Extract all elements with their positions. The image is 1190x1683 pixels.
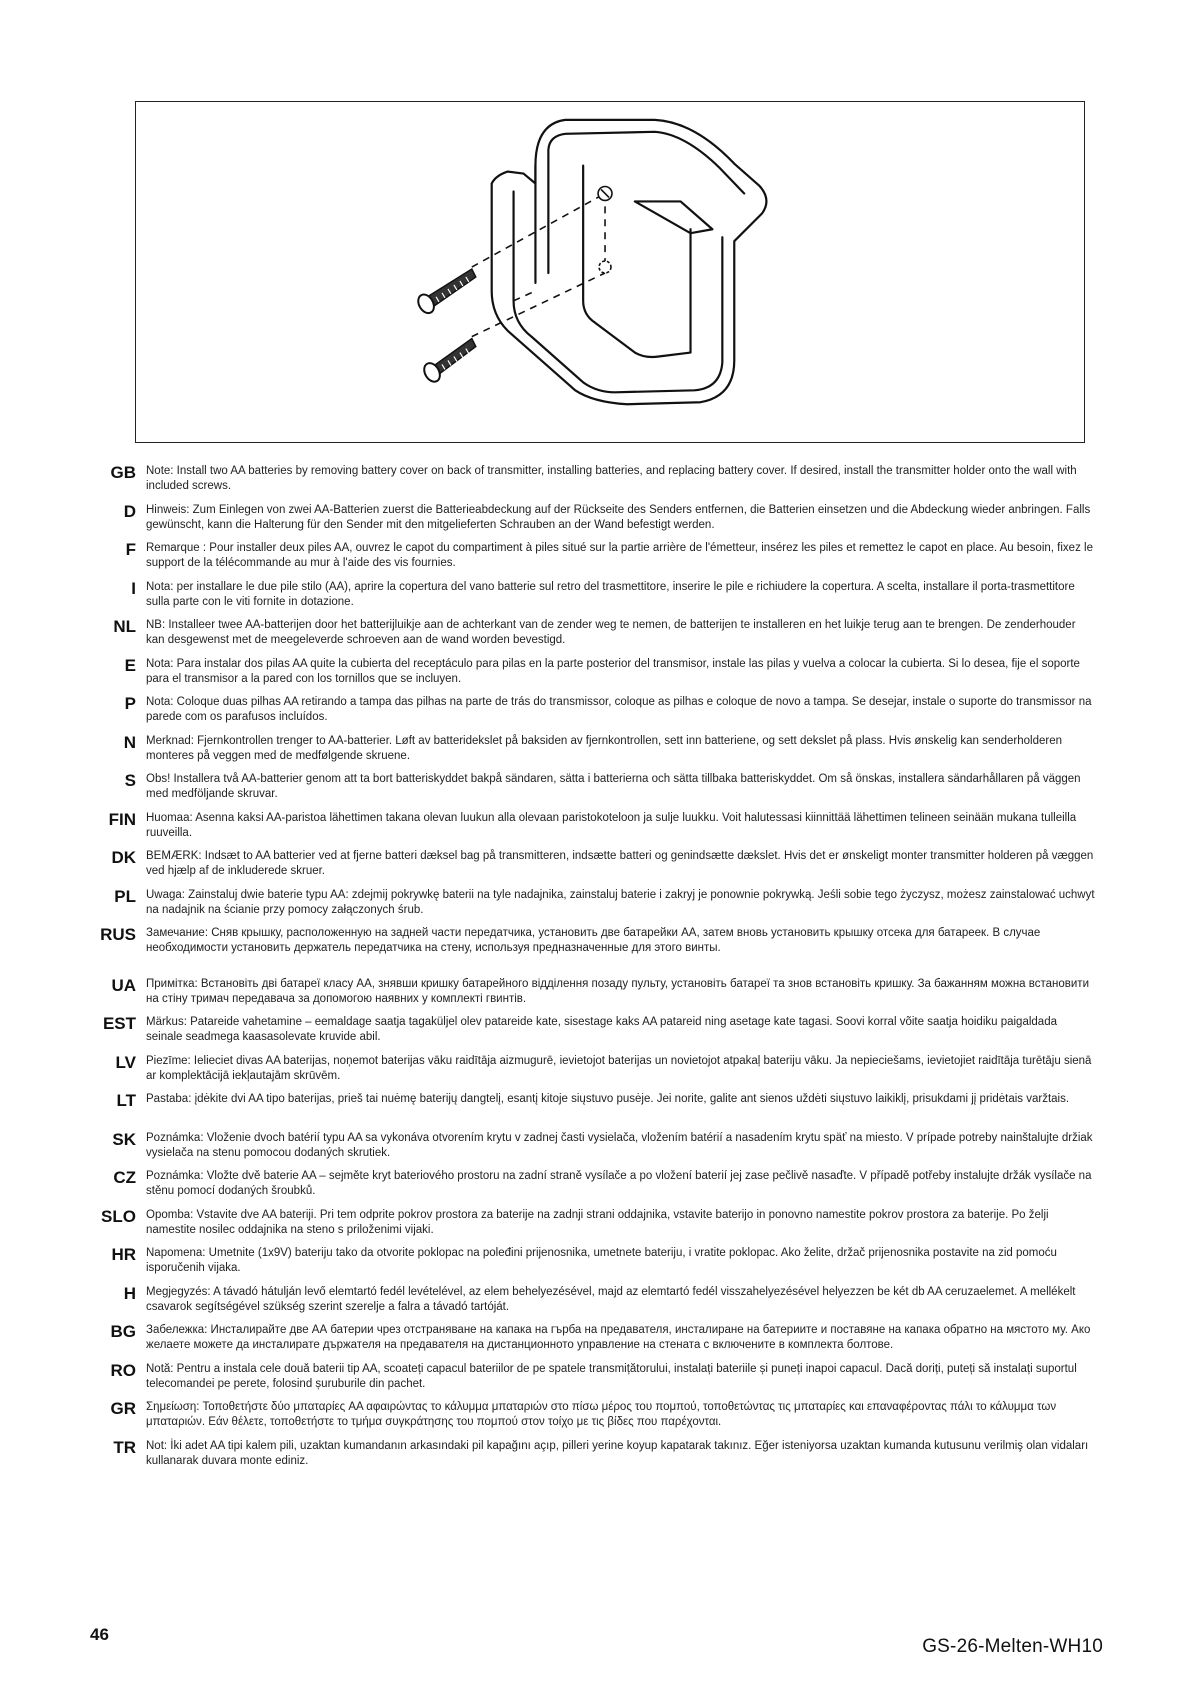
wall-mount-bracket-illustration [136,102,1084,442]
language-code: BG [110,1322,136,1341]
instruction-text: Note: Install two AA batteries by removing battery cover on back of transmitter, installing batteries, and replacing battery cover. If desired, install the transmitter holder onto the wall with included screws. [146,465,1077,492]
instruction-text: Uwaga: Zainstaluj dwie baterie typu AA: zdejmij pokrywkę baterii na tyle nadajnika, zainstaluj baterie i zakryj je ponownie pokrywką. Jeśli sobie tego życzysz, możesz zainstalować uchwyt na nadajnik na ścianie przy pomocy załączonych śrub. [146,888,1095,916]
instruction-slo [90,1207,1100,1246]
language-code: P [124,694,136,713]
instruction-d [90,502,1100,541]
instruction-text: Opomba: Vstavite dve AA bateriji. Pri tem odprite pokrov prostora za baterije na zadnji strani oddajnika, vstavite baterijo in ponovno namestite pokrov prostora za baterije. Po želji namestite nosilec oddajnika na steno s priloženimi vijaki. [146,1208,1049,1236]
language-code: F [125,540,136,559]
language-code: RUS [100,925,136,944]
instruction-s [90,771,1100,810]
instruction-f [90,540,1100,579]
instruction-h [90,1284,1100,1323]
instruction-n [90,733,1100,772]
page-number: 46 [90,1625,109,1644]
instruction-text: Märkus: Patareide vahetamine – eemaldage saatja tagaküljel olev patareide kate, sisestage kaks AA patareid ning asetage kate tagasi. Soovi korral võite saatja hoidiku paigaldada seinale seadmega kaasasolevate kruvide abil. [146,1016,1057,1043]
language-code: H [123,1283,136,1303]
instruction-lt [90,1091,1100,1130]
language-code: I [131,578,136,598]
instruction-hr [90,1245,1100,1284]
language-code: PL [114,886,136,906]
language-code: HR [111,1245,136,1264]
bracket-inner-wall [535,132,744,283]
instruction-tr [90,1438,1100,1477]
instruction-text: Hinweis: Zum Einlegen von zwei AA-Batterien zuerst die Batterieabdeckung auf der Rückseite des Senders entfernen, die Batterien einsetzen und die Abdeckung wieder anbringen. Falls gewünscht, kann die Halterung für den Sender mit den mitgelieferten Schrauben an der Wand befestigt werden. [146,503,1091,531]
instruction-text: Notă: Pentru a instala cele două baterii tip AA, scoateți capacul bateriilor de pe spatele transmițătorului, instalați bateriile și puneți inapoi capacul. Dacă doriți, puteți să instalați suportul telecomandei pe perete, folosind șuruburile din pachet. [146,1362,1077,1390]
instruction-text: Σημείωση: Τοποθετήστε δύο μπαταρίες AA αφαιρώντας το κάλυμμα μπαταριών στο πίσω μέρος του πομπού, τοποθετώντας τις μπαταρίες και επαναφέροντας πάλι το κάλυμμα των μπαταριών. Εάν θέλετε, τοποθετήστε το τμήμα συγκράτησης του πομπού στον τοίχο με τις βίδες που παρέχονται. [146,1401,1057,1428]
language-code: SK [112,1129,136,1149]
instruction-gb [90,463,1100,502]
language-code: GB [110,463,136,482]
instruction-text: Nota: Coloque duas pilhas AA retirando a tampa das pilhas na parte de trás do transmissor, coloque as pilhas e coloque de novo a tampa. Se desejar, instale o suporte do transmissor na parede com os parafusos incluídos. [146,696,1092,723]
instruction-text: NB: Installeer twee AA-batterijen door het batterijluikje aan de achterkant van de zender weg te nemen, de batterijen te installeren en het luikje terug aan te brengen. De zenderhouder kan desgewenst met de meegeleverde schroeven aan de wand worden bevestigd. [146,619,1076,646]
instruction-text: Not: İki adet AA tipi kalem pili, uzaktan kumandanın arkasındaki pil kapağını açıp, pilleri yerine koyup kapatarak takınız. Eğer isteniyorsa uzaktan kumanda kutusunu verilmiş olan vidaları kullanarak duvara monte ediniz. [146,1439,1089,1467]
upper-screw [415,269,476,316]
language-code: DK [111,848,136,867]
instruction-text: Забележка: Инсталирайте две АА батерии чрез отстраняване на капака на гърба на предавателя, инсталиране на батериите и поставяне на капака обратно на мястото му. Ако желаете можете да инсталирате държателя на предавателя на дистанционното управление на стената с включените в комплекта болтове. [146,1324,1091,1351]
language-code: D [123,501,136,521]
instruction-est [90,1014,1100,1053]
instruction-gr [90,1399,1100,1438]
instruction-ua [90,976,1100,1015]
instruction-pl [90,887,1100,926]
instruction-text: Piezīme: Ielieciet divas AA baterijas, noņemot baterijas vāku raidītāja aizmugurē, ievietojot baterijas un novietojot atpakaļ bateriju vāku. Ja nepieciešams, ievietojiet raidītāja turētāju sienā ar komplektācijā iekļautajām skrūvēm. [146,1054,1092,1082]
instruction-text: Nota: per installare le due pile stilo (AA), aprire la copertura del vano batterie sul retro del trasmettitore, inserire le pile e richiudere la copertura. A scelta, installare il porta-trasmettitore sulla parte con le viti fornite in dotazione. [146,580,1075,608]
language-code: UA [111,975,136,995]
instruction-text: Pastaba: įdėkite dvi AA tipo baterijas, prieš tai nuėmę baterijų dangtelį, esantį kitoje siųstuvo pusėje. Jei norite, galite ant sienos uždėti siųstuvo laikiklį, prisukdami jį pridėtais varžtais. [146,1093,1070,1105]
language-code: GR [110,1399,136,1418]
instruction-fin [90,810,1100,849]
language-code: SLO [101,1206,136,1226]
instruction-sk [90,1130,1100,1169]
language-code: EST [102,1014,136,1033]
language-code: S [124,771,136,790]
instruction-text: Megjegyzés: A távadó hátulján levő elemtartó fedél levételével, az elem behelyezésével, majd az elemtartó fedél visszahelyezésével helyezzen be két db AA ceruzaelemet. A mellékelt csavarok segítségével szükség szerint szerelje a falra a távadó tartóját. [146,1285,1076,1313]
mounting-illustration [135,101,1085,443]
language-code: LV [115,1052,136,1072]
bracket-top-lip [635,201,713,233]
instruction-rus [90,925,1100,964]
instruction-p [90,694,1100,733]
instruction-dk [90,848,1100,887]
instruction-text: Poznámka: Vložte dvě baterie AA – sejměte kryt bateriového prostoru na zadní straně vysílače a po vložení baterií jej zase pečlivě nasaďte. V případě potřeby instalujte držák vysílače na stěnu pomocí dodaných šroubků. [146,1170,1092,1197]
instruction-text: Remarque : Pour installer deux piles AA, ouvrez le capot du compartiment à piles situé sur la partie arrière de l'émetteur, insérez les piles et remettez le capot en place. Au besoin, fixez le support de la télécommande au mur à l'aide des vis fournies. [146,542,1093,569]
instruction-text: Примітка: Встановіть дві батареї класу АА, знявши кришку батарейного відділення позаду пульту, установіть батареї та знов встановіть кришку. За бажанням можна встановити на стіну тримач передавача за допомогою наявних у комплекті гвинтів. [146,977,1089,1005]
instruction-nl [90,617,1100,656]
instruction-lv [90,1053,1100,1092]
document-id: GS-26-Melten-WH10 [922,1636,1103,1657]
instruction-text: BEMÆRK: Indsæt to AA batterier ved at fjerne batteri dæksel bag på transmitteren, indsætte batteri og genindsætte dækslet. Hvis det er ønskeligt monter transmitter holderen på væggen ved hjælp af de inkluderede skruer. [146,850,1094,877]
instruction-text: Merknad: Fjernkontrollen trenger to AA-batterier. Løft av batteridekslet på baksiden av fjernkontrollen, sett inn batteriene, og sett dekslet på plass. Hvis ønskelig kan senderholderen monteres på veggen med de medfølgende skruene. [146,734,1063,762]
language-code: NL [113,617,136,636]
bracket-outline [492,120,767,404]
language-code: TR [113,1437,136,1457]
language-code: RO [110,1360,136,1380]
instruction-bg [90,1322,1100,1361]
instruction-text: Huomaa: Asenna kaksi AA-paristoa lähettimen takana olevan luukun alla olevaan paristokoteloon ja sulje luukku. Voit halutessasi kiinnittää lähettimen telineen seinään mukana tulleilla ruuveilla. [146,811,1077,839]
language-code: LT [116,1091,136,1110]
language-code: CZ [113,1168,136,1187]
language-code: FIN [108,809,136,829]
instruction-text: Nota: Para instalar dos pilas AA quite la cubierta del receptáculo para pilas en la parte posterior del transmisor, instale las pilas y vuelva a colocar la cubierta. Si lo desea, fije el soporte para el transmisor a la pared con los tornillos que se incluyen. [146,657,1080,685]
instruction-text: Napomena: Umetnite (1x9V) bateriju tako da otvorite poklopac na poleđini prijenosnika, umetnete bateriju, i vratite poklopac. Ako želite, držač prijenosnika postavite na zid pomoću isporučenih vijaka. [146,1247,1057,1274]
instruction-i [90,579,1100,618]
instruction-e [90,656,1100,695]
language-code: N [123,732,136,752]
instruction-text: Obs! Installera två AA-batterier genom att ta bort batteriskyddet bakpå sändaren, sätta i batterierna och sätta tillbaka batteriskyddet. Om så önskas, installera sändarhållaren på väggen med medföljande skruvar. [146,773,1081,800]
instruction-text: Замечание: Сняв крышку, расположенную на задней части передатчика, установить две батарейки АА, затем вновь установить крышку отсека для батареек. В случае необходимости установить держатель передатчика на стену, используя предназначенные для этого винты. [146,927,1041,954]
instruction-cz [90,1168,1100,1207]
instruction-ro [90,1361,1100,1400]
multilingual-instructions [90,463,1100,1476]
language-code: E [124,655,136,675]
instruction-text: Poznámka: Vloženie dvoch batérií typu AA sa vykonáva otvorením krytu v zadnej časti vysielača, vložením batérií a nasadením krytu späť na miesto. V prípade potreby nainštalujte držiak vysielača na stenu pomocou dodaných skrutiek. [146,1131,1093,1159]
lower-screw [421,339,476,385]
